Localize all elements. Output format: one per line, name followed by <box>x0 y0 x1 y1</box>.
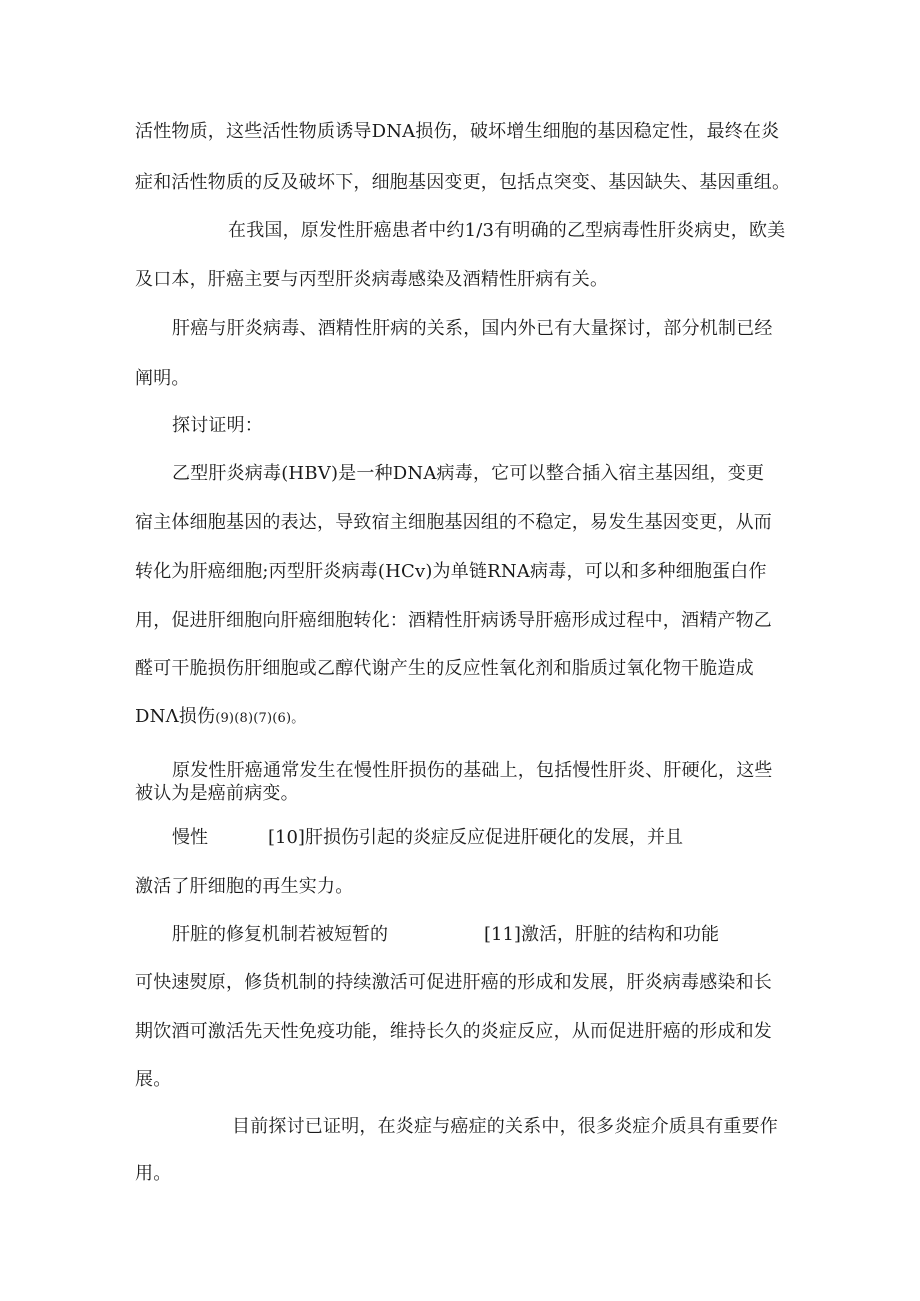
paragraph-7-line-1-start: 慢性 <box>172 827 208 848</box>
paragraph-5-line-4: 用，促进肝细胞向肝癌细胞转化：酒精性肝病诱导肝癌形成过程中，酒精产物乙 <box>135 610 772 631</box>
paragraph-2-line-1: 在我国，原发性肝癌患者中约1/3有明确的乙型病毒性肝炎病史，欧美 <box>228 220 786 241</box>
paragraph-6-line-2: 被认为是癌前病变。 <box>135 783 299 804</box>
paragraph-9-line-2: 用。 <box>135 1163 172 1184</box>
paragraph-8-line-3: 期饮酒可激活先天性免疫功能，维持长久的炎症反应，从而促进肝癌的形成和发 <box>135 1021 772 1042</box>
paragraph-3-line-2: 阐明。 <box>135 368 190 389</box>
paragraph-5-line-3: 转化为肝癌细胞;丙型肝炎病毒(HCv)为单链RNA病毒，可以和多种细胞蛋白作 <box>135 561 767 582</box>
reference-citations: (9)(8)(7)(6)。 <box>215 711 305 726</box>
paragraph-8-line-2: 可快速熨原，修货机制的持续激活可促进肝癌的形成和发展，肝炎病毒感染和长 <box>135 972 772 993</box>
paragraph-3-line-1: 肝癌与肝炎病毒、酒精性肝病的关系，国内外已有大量探讨，部分机制已经 <box>172 318 773 339</box>
paragraph-9-line-1: 目前探讨已证明，在炎症与癌症的关系中，很多炎症介质具有重要作 <box>232 1116 778 1137</box>
paragraph-7-line-2: 激活了肝细胞的再生实力。 <box>135 876 354 897</box>
paragraph-4-line-1: 探讨证明： <box>172 415 263 436</box>
paragraph-5-line-1: 乙型肝炎病毒(HBV)是一种DNA病毒，它可以整合插入宿主基因组，变更 <box>172 463 765 484</box>
paragraph-8-line-1-end: [11]激活，肝脏的结构和功能 <box>484 924 719 945</box>
paragraph-1-line-2: 症和活性物质的反及破坏下，细胞基因变更，包括点突变、基因缺失、基因重组。 <box>135 172 791 193</box>
paragraph-5-line-2: 宿主体细胞基因的表达，导致宿主细胞基因组的不稳定，易发生基因变更，从而 <box>135 512 772 533</box>
paragraph-6-line-1: 原发性肝癌通常发生在慢性肝损伤的基础上，包括慢性肝炎、肝硬化，这些 <box>172 760 773 781</box>
paragraph-2-line-2: 及口本，肝癌主要与丙型肝炎病毒感染及酒精性肝病有关。 <box>135 269 609 290</box>
paragraph-7-line-1-end: [10]肝损伤引起的炎症反应促进肝硬化的发展，并且 <box>268 827 683 848</box>
paragraph-8-line-1-start: 肝脏的修复机制若被短暂的 <box>172 924 388 945</box>
paragraph-5-line-6-text: DNΛ损伤 <box>135 706 216 727</box>
paragraph-5-line-6 <box>135 705 304 731</box>
paragraph-1-line-1: 活性物质，这些活性物质诱导DNA损伤，破坏增生细胞的基因稳定性，最终在炎 <box>135 121 780 142</box>
paragraph-8-line-4: 展。 <box>135 1069 172 1090</box>
paragraph-5-line-5: 醛可干脆损伤肝细胞或乙醇代谢产生的反应性氧化剂和脂质过氧化物干脆造成 <box>135 658 754 679</box>
